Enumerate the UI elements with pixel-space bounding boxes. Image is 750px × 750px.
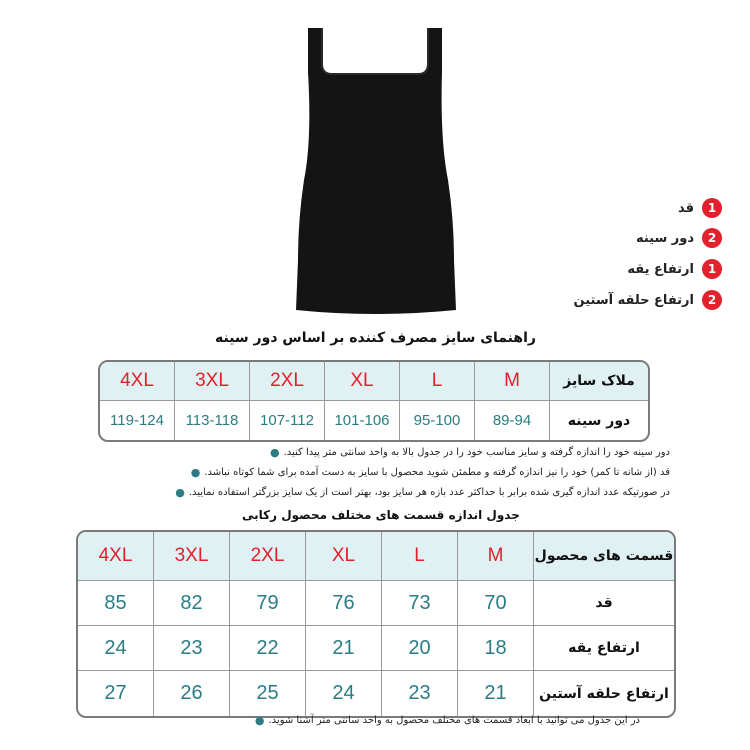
size-header: L (400, 362, 475, 401)
note-text: در این جدول می توانید با ابعاد قسمت های مختلف محصول به واحد سانتی متر آشنا شوید. (268, 715, 640, 726)
guide-note (191, 466, 670, 479)
measurement-cell: 76 (306, 581, 382, 626)
measurement-cell: 26 (154, 671, 230, 716)
chest-range-cell: 89-94 (475, 401, 550, 440)
legend-label: قد (677, 200, 694, 216)
size-criteria-header: ملاک سایز (550, 362, 648, 401)
product-parts-header: قسمت های محصول (534, 532, 674, 581)
guide-note (175, 486, 670, 499)
chest-range-cell: 107-112 (250, 401, 325, 440)
size-header: 4XL (100, 362, 175, 401)
measurement-cell: 82 (154, 581, 230, 626)
chest-row-label: دور سینه (567, 412, 631, 429)
legend-label: ارتفاع حلقه آستین (573, 292, 694, 308)
size-header: 3XL (154, 532, 230, 581)
number-badge: 2 (702, 290, 722, 310)
guide-note (270, 446, 670, 459)
product-table-title: جدول اندازه قسمت های مختلف محصول رکابی (242, 508, 520, 522)
legend-item-armhole-height (574, 289, 722, 311)
chest-range-cell: 119-124 (100, 401, 175, 440)
chest-range-cell: 101-106 (325, 401, 400, 440)
measurement-cell: 23 (154, 626, 230, 671)
measurement-cell: 20 (382, 626, 458, 671)
measurement-cell: 27 (78, 671, 154, 716)
product-note (255, 714, 640, 727)
legend-label: دور سینه (635, 230, 694, 246)
product-size-table (76, 530, 676, 718)
bullet-icon: ● (175, 486, 185, 499)
legend-item-neck-height (627, 258, 722, 280)
size-header: L (382, 532, 458, 581)
legend-item-height (678, 197, 722, 219)
bullet-icon: ● (254, 714, 265, 727)
consumer-size-table (98, 360, 650, 442)
measurement-cell: 73 (382, 581, 458, 626)
measurement-cell: 21 (306, 626, 382, 671)
measurement-cell: 18 (458, 626, 534, 671)
measurement-cell: 70 (458, 581, 534, 626)
note-text: در صورتیکه عدد اندازه گیری شده برابر با حداکثر عدد بازه هر سایز بود، بهتر است از یک سایز بزرگتر استفاده نمایید. (188, 487, 670, 498)
note-text: قد (از شانه تا کمر) خود را نیز اندازه گرفته و مطمئن شوید محصول با سایز به دست آمده برای شما کوتاه نباشد. (204, 467, 670, 478)
number-badge: 1 (702, 259, 722, 279)
size-header: M (475, 362, 550, 401)
measurement-cell: 85 (78, 581, 154, 626)
row-label-neck-height: ارتفاع یقه (534, 626, 674, 671)
measurement-cell: 79 (230, 581, 306, 626)
measurement-cell: 24 (306, 671, 382, 716)
size-header: M (458, 532, 534, 581)
size-header: XL (325, 362, 400, 401)
tank-top-image (270, 20, 480, 320)
bullet-icon: ● (269, 446, 280, 459)
legend-item-chest (636, 227, 722, 249)
size-header: 4XL (78, 532, 154, 581)
row-label-height: قد (534, 581, 674, 626)
measurement-cell: 22 (230, 626, 306, 671)
measurement-cell: 21 (458, 671, 534, 716)
number-badge: 1 (702, 198, 722, 218)
measurement-cell: 24 (78, 626, 154, 671)
chest-range-cell: 95-100 (400, 401, 475, 440)
size-header: 2XL (250, 362, 325, 401)
row-label-armhole-height: ارتفاع حلقه آستین (539, 685, 669, 702)
size-header: 2XL (230, 532, 306, 581)
legend-label: ارتفاع یقه (627, 261, 694, 277)
measurement-cell: 25 (230, 671, 306, 716)
consumer-guide-title: راهنمای سایز مصرف کننده بر اساس دور سینه (215, 330, 536, 346)
number-badge: 2 (702, 228, 722, 248)
measurement-cell: 23 (382, 671, 458, 716)
chest-range-cell: 113-118 (175, 401, 250, 440)
size-header: 3XL (175, 362, 250, 401)
bullet-icon: ● (190, 466, 201, 479)
size-header: XL (306, 532, 382, 581)
note-text: دور سینه خود را اندازه گرفته و سایز مناسب خود را در جدول بالا به واحد سانتی متر پیدا کنید. (283, 447, 670, 458)
